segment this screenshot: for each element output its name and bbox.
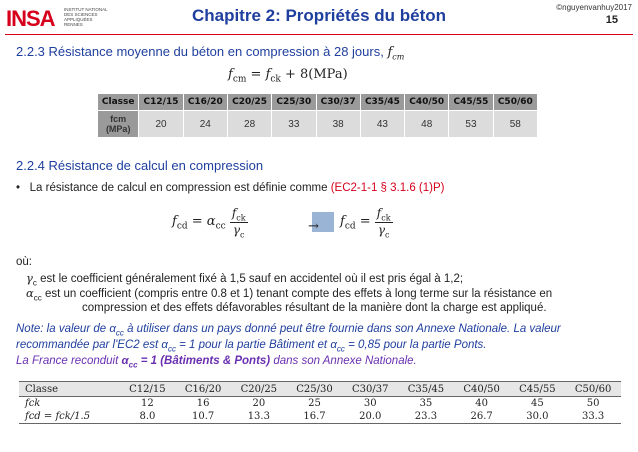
row-label: fcd = fck/1.5 [19, 410, 120, 424]
section-224-heading: 2.2.4 Résistance de calcul en compression [16, 158, 264, 173]
logo-sub-line: RENNES [64, 22, 83, 27]
copyright: ©nguyenvanhuy2017 [556, 3, 632, 12]
table-cell: 33.3 [565, 410, 621, 424]
table-cell: 38 [316, 111, 360, 138]
note-line-2: recommandée par l'EC2 est $\alpha_{cc} = 1$ pour la partie Bâtiment et $\alpha_{cc} = 0,85$ pour la partie Ponts. [16, 339, 487, 354]
table-cell: 28 [227, 111, 271, 138]
table-cell: C45/55 [449, 94, 493, 111]
table-header-row [19, 382, 621, 397]
table-cell: C50/60 [565, 382, 621, 397]
formula-fcd: $f_{cd}$ = $\frac{f_{ck}}{\gamma_c}$ [340, 206, 391, 240]
formula-fcd-alpha: $f_{cd} = \alpha_{cc}$ $\frac{f_{ck}}{\gamma_c}$ [172, 206, 246, 240]
table-cell: 53 [449, 111, 493, 138]
table-cell: 50 [586, 398, 600, 409]
table-cell: C12/15 [139, 94, 183, 111]
heading-symbol: $f_{cm}$ [387, 45, 405, 62]
row-label: fck [25, 398, 41, 409]
table-cell: C20/25 [227, 94, 271, 111]
table-cell: 30.0 [509, 410, 565, 424]
table-cell: 13.3 [231, 410, 287, 424]
header-divider [5, 34, 633, 35]
table-cell: C25/30 [272, 94, 316, 111]
page-title: Chapitre 2: Propriétés du béton [191, 6, 447, 25]
page-number: 15 [605, 14, 618, 26]
ou-label: où: [16, 256, 32, 268]
table-cell: C40/50 [454, 382, 510, 397]
definition-alpha-cont: compression et des effets défavorables résultant de la manière dont la charge est appliqué. [82, 302, 547, 314]
table-cell: 45 [530, 398, 544, 409]
bullet-icon: • [16, 182, 21, 194]
table-cell: 16 [196, 398, 210, 409]
table-cell: 10.7 [175, 410, 231, 424]
table-cell: 26.7 [454, 410, 510, 424]
logo-sub-line: APPLIQUÉES [64, 17, 93, 22]
table-cell: C35/45 [398, 382, 454, 397]
table-cell: C25/30 [287, 382, 343, 397]
fcd-table [19, 381, 621, 424]
table-cell: 48 [405, 111, 449, 138]
heading-text: 2.2.3 Résistance moyenne du béton en compression à 28 jours, [16, 44, 384, 59]
table-cell: C16/20 [183, 94, 227, 111]
formula-fcm: $f_{cm} = f_{ck} + 8(MPa)$ [228, 67, 348, 85]
arrow-icon: → [308, 219, 319, 234]
table-cell: C35/45 [360, 94, 404, 111]
table-cell: 25 [308, 398, 321, 409]
table-cell: 23.3 [398, 410, 454, 424]
row-label: fcm (MPa) [98, 111, 139, 138]
bullet-text: La résistance de calcul en compression est définie comme [29, 182, 328, 194]
table-cell: 20.0 [342, 410, 398, 424]
table-header-row [98, 94, 538, 111]
table-cell: Classe [98, 94, 139, 111]
definition-alpha: $\alpha_{cc}$ est un coefficient (compris entre 0.8 et 1) tenant compte des effets à long terme sur la résistance en [26, 286, 553, 303]
logo-sub-line: INSTITUT NATIONAL [64, 7, 108, 12]
table-cell: 30 [363, 398, 377, 409]
note-line-3: La France reconduit $\alpha_{cc} = 1$ (Bâtiments & Ponts) dans son Annexe Nationale. [16, 355, 417, 370]
logo-mark: INSA [6, 6, 55, 31]
section-223-heading [16, 44, 404, 62]
table-cell: C30/37 [342, 382, 398, 397]
bullet-reference: (EC2-1-1 § 3.1.6 (1)P) [330, 182, 445, 194]
bullet-line [16, 182, 444, 194]
table-cell: 33 [272, 111, 316, 138]
table-cell: 43 [360, 111, 404, 138]
table-cell: Classe [19, 382, 120, 397]
table-cell: C16/20 [175, 382, 231, 397]
table-row [19, 410, 621, 424]
table-cell: 40 [475, 398, 488, 409]
table-cell: 20 [139, 111, 183, 138]
table-cell: 58 [493, 111, 537, 138]
table-cell: C20/25 [231, 382, 287, 397]
fcm-table [97, 93, 538, 138]
table-row [98, 111, 538, 138]
table-cell: C45/55 [509, 382, 565, 397]
logo-sub-line: DES SCIENCES [64, 12, 98, 17]
table-cell: C50/60 [493, 94, 537, 111]
table-cell: 16.7 [287, 410, 343, 424]
table-cell: 20 [252, 398, 266, 409]
table-cell: 35 [419, 398, 433, 409]
table-cell: 12 [141, 398, 154, 409]
table-cell: 8.0 [120, 410, 176, 424]
table-cell: C40/50 [405, 94, 449, 111]
definition-gamma: $\gamma_c$ est le coefficient généralement fixé à 1,5 sauf en accidentel où il est pris égal à 1,2; [26, 271, 464, 288]
table-cell: C30/37 [316, 94, 360, 111]
table-row [19, 397, 621, 411]
table-cell: 24 [183, 111, 227, 138]
table-cell: C12/15 [120, 382, 176, 397]
note-line-1: Note: la valeur de $\alpha_{cc}$ à utiliser dans un pays donné peut être fournie dans son Annexe Nationale. La valeur [16, 323, 561, 338]
